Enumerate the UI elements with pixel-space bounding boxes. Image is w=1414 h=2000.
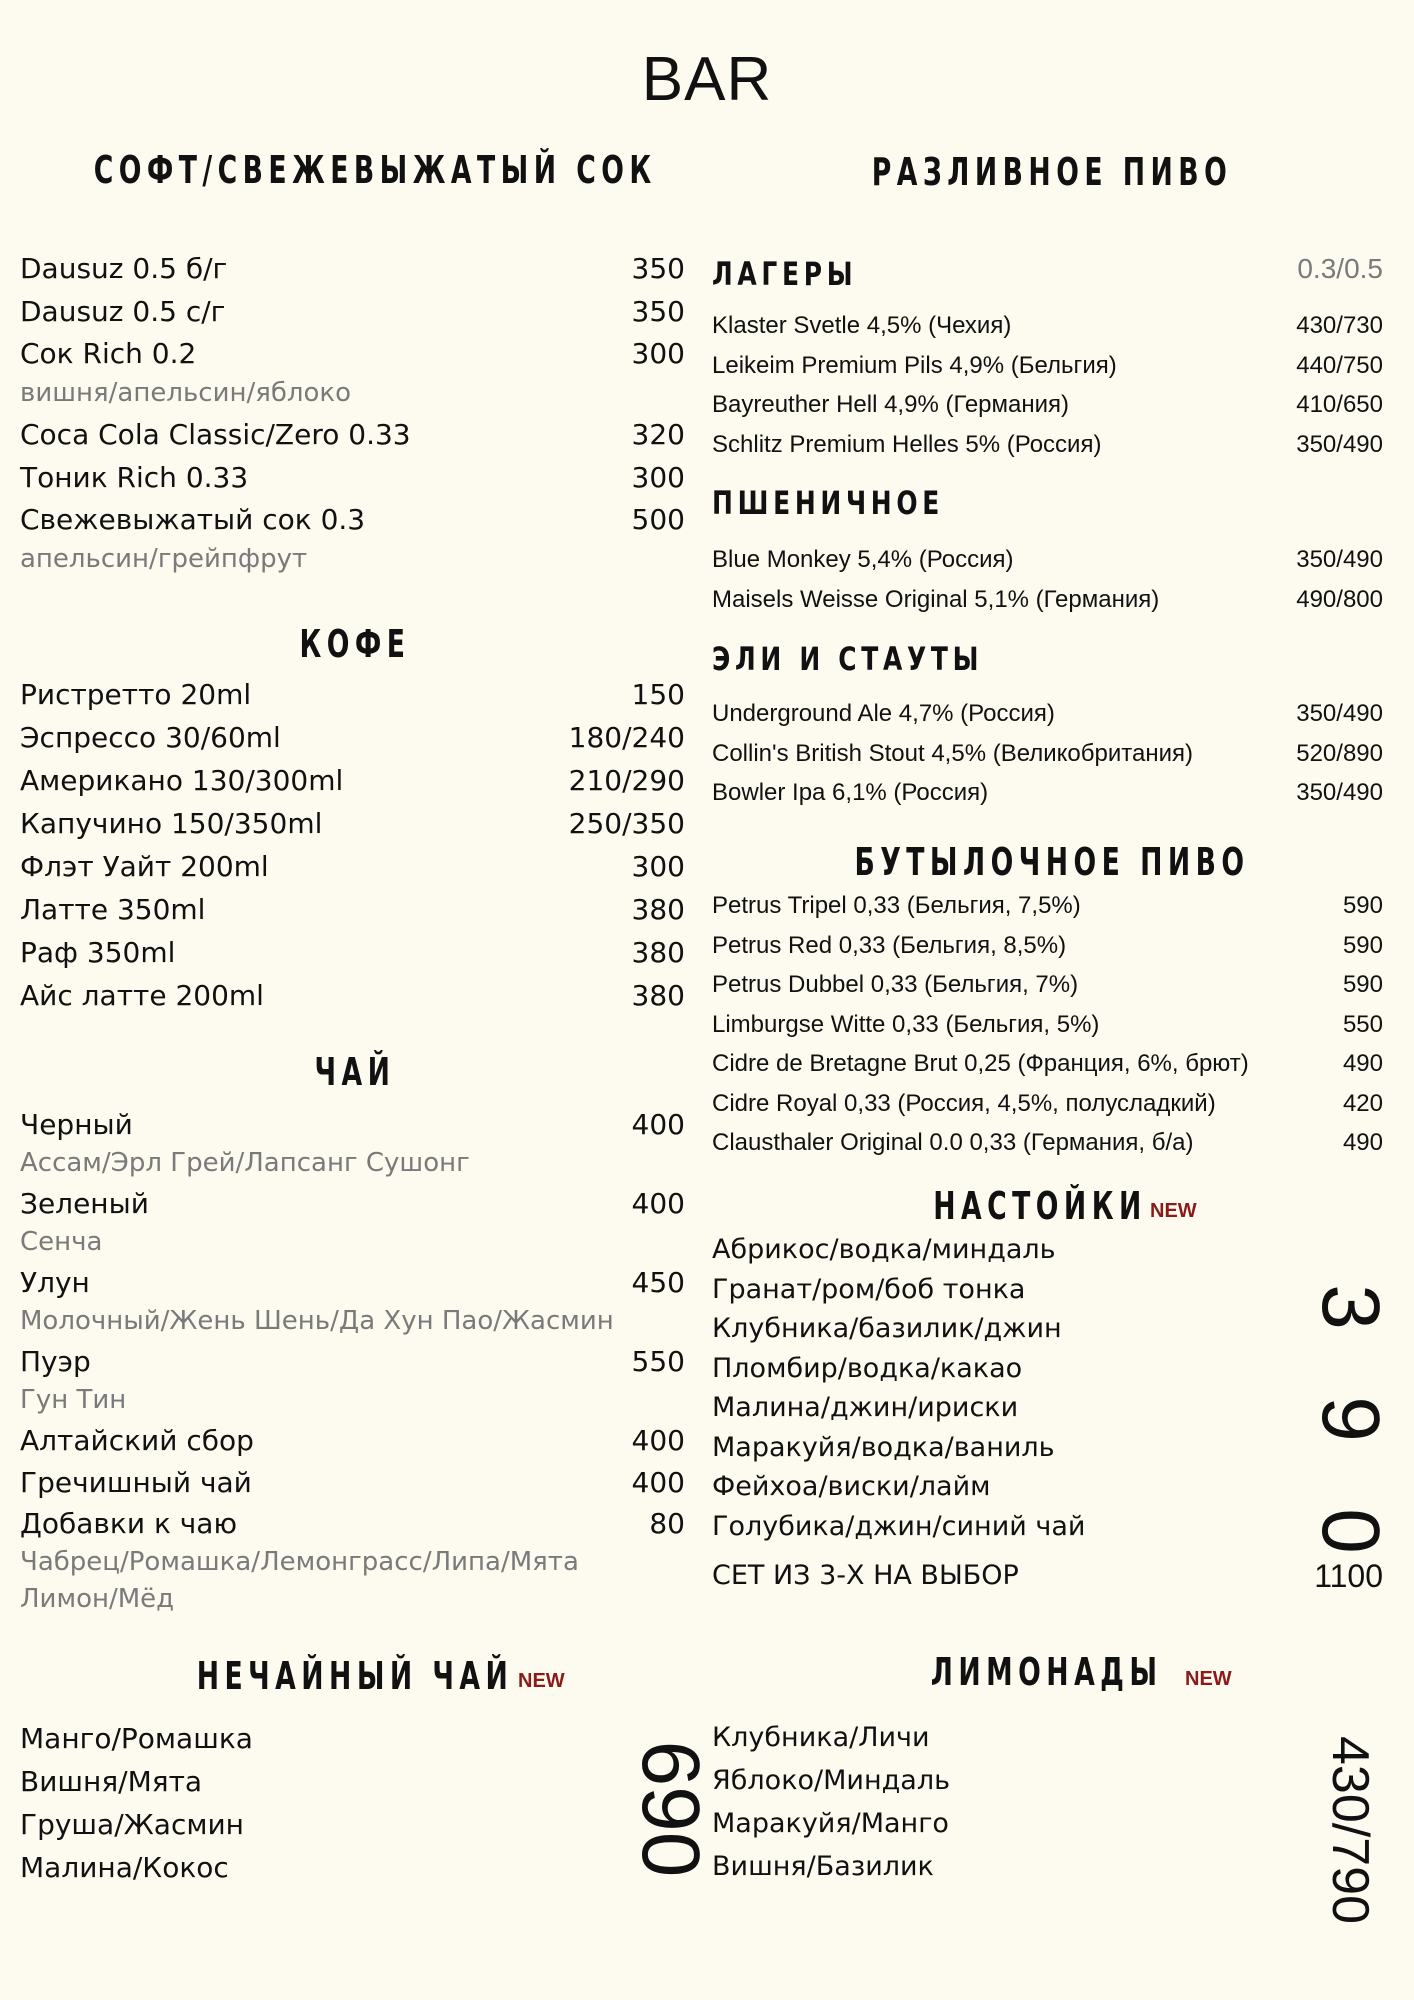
bottled-item-name: Clausthaler Original 0.0 0,33 (Германия, б/а) [712, 1129, 1194, 1156]
coffee-item [20, 979, 685, 1012]
coffee-item-name: Американо 130/300ml [20, 764, 344, 797]
ale-item-price: 350/490 [1296, 700, 1383, 727]
set-price: 1100 [1314, 1558, 1383, 1594]
tea-item-note: Чабрец/Ромашка/Лемонграсс/Липа/Мята [20, 1546, 579, 1577]
new-badge: NEW [1150, 1200, 1197, 1222]
nontea-item: Манго/Ромашка [20, 1722, 253, 1755]
soft-item [20, 503, 685, 536]
new-badge: NEW [518, 1670, 565, 1692]
section-heading-tea: ЧАЙ [314, 1050, 396, 1094]
tea-item-name: Зеленый [20, 1187, 149, 1220]
coffee-item-name: Эспрессо 30/60ml [20, 721, 281, 754]
page-title: BAR [641, 45, 773, 114]
subheading-ales: ЭЛИ И СТАУТЫ [712, 640, 984, 678]
coffee-item [20, 850, 685, 883]
section-heading-draft: РАЗЛИВНОЕ ПИВО [871, 150, 1233, 194]
ale-item [712, 740, 1383, 768]
bottled-item-name: Petrus Dubbel 0,33 (Бельгия, 7%) [712, 971, 1079, 998]
subheading-wheat: ПШЕНИЧНОЕ [712, 484, 945, 522]
lemonade-item: Яблоко/Миндаль [712, 1765, 950, 1796]
tincture-item: Фейхоа/виски/лайм [712, 1471, 991, 1502]
soft-item-name: Свежевыжатый сок 0.3 [20, 503, 366, 536]
bottled-item-price: 550 [1342, 1010, 1383, 1038]
lager-item [712, 352, 1383, 380]
lager-item-price: 410/650 [1296, 391, 1383, 418]
soft-item-note: апельсин/грейпфрут [20, 543, 308, 574]
soft-item-name: Тоник Rich 0.33 [20, 460, 249, 494]
soft-item [20, 461, 685, 494]
lager-item-price: 430/730 [1296, 312, 1383, 339]
lager-item-price: 440/750 [1296, 351, 1383, 379]
bottled-item [712, 1050, 1383, 1078]
lager-item [712, 431, 1383, 459]
lemonades-heading-text: ЛИМОНАДЫ [930, 1650, 1163, 1694]
section-heading-coffee: КОФЕ [299, 622, 411, 666]
subheading-lagers: ЛАГЕРЫ [712, 255, 858, 293]
tincture-item: Клубника/базилик/джин [712, 1313, 1062, 1344]
soft-item-price: 300 [631, 337, 685, 370]
wheat-item-price: 490/800 [1296, 585, 1383, 613]
tea-item [20, 1507, 685, 1540]
lager-item [712, 312, 1383, 340]
lemonade-item: Клубника/Личи [712, 1722, 930, 1753]
tincture-item: Голубика/джин/синий чай [712, 1510, 1086, 1542]
coffee-item-name: Ристретто 20ml [20, 678, 252, 711]
bottled-item-name: Limburgse Witte 0,33 (Бельгия, 5%) [712, 1010, 1100, 1038]
ale-item-name: Bowler Ipa 6,1% (Россия) [712, 779, 989, 806]
bottled-item [712, 932, 1383, 960]
section-heading-bottled: БУТЫЛОЧНОЕ ПИВО [854, 840, 1250, 884]
tea-item [20, 1187, 685, 1220]
tea-item [20, 1266, 685, 1299]
nontea-item: Вишня/Мята [20, 1765, 203, 1798]
nontea-item: Груша/Жасмин [20, 1808, 244, 1841]
bottled-item-name: Petrus Tripel 0,33 (Бельгия, 7,5%) [712, 892, 1081, 919]
ale-item [712, 700, 1383, 728]
bottled-item-price: 490 [1342, 1129, 1383, 1156]
soft-item [20, 337, 685, 370]
tea-item-price: 400 [631, 1108, 685, 1141]
bottled-item-price: 420 [1342, 1089, 1383, 1117]
nontea-item: Малина/Кокос [20, 1851, 229, 1884]
tinctures-heading-text: НАСТОЙКИ [933, 1184, 1147, 1228]
soft-item-price: 350 [631, 294, 685, 328]
soft-item [20, 252, 685, 285]
soft-item-price: 500 [631, 503, 685, 536]
draft-volumes: 0.3/0.5 [1297, 253, 1383, 284]
coffee-item-price: 300 [631, 850, 685, 883]
tinctures-price-digit: 0 [1305, 1508, 1396, 1554]
tea-item-price: 400 [631, 1187, 685, 1220]
nontea-heading-text: НЕЧАЙНЫЙ ЧАЙ [196, 1654, 514, 1698]
coffee-item-name: Раф 350ml [20, 936, 176, 969]
coffee-item [20, 807, 685, 840]
lager-item-name: Klaster Svetle 4,5% (Чехия) [712, 312, 1012, 339]
tea-item-note: Лимон/Мёд [20, 1584, 175, 1614]
soft-item [20, 418, 685, 451]
coffee-item [20, 721, 685, 754]
tincture-item: Гранат/ром/боб тонка [712, 1273, 1026, 1305]
ale-item [712, 779, 1383, 807]
tea-item-price: 550 [631, 1345, 685, 1378]
tinctures-price-digit: 3 [1305, 1284, 1396, 1330]
bottled-item-price: 590 [1342, 931, 1383, 959]
soft-item-name: Dausuz 0.5 б/г [20, 252, 228, 285]
soft-item-price: 350 [631, 252, 685, 285]
bottled-item [712, 971, 1383, 999]
section-heading-soft: СОФТ/СВЕЖЕВЫЖАТЫЙ СОК [93, 148, 657, 192]
coffee-item-price: 180/240 [568, 721, 685, 754]
coffee-item-name: Латте 350ml [20, 893, 206, 926]
soft-item-price: 300 [631, 460, 685, 494]
wheat-item-price: 350/490 [1296, 546, 1383, 573]
tea-item-price: 80 [649, 1507, 685, 1540]
lager-item-name: Schlitz Premium Helles 5% (Россия) [712, 430, 1102, 458]
coffee-item-price: 380 [631, 936, 685, 969]
bottled-item-name: Cidre Royal 0,33 (Россия, 4,5%, полусладкий) [712, 1089, 1216, 1117]
tea-item-name: Гречишный чай [20, 1465, 252, 1499]
section-heading-lemonades [930, 1650, 1163, 1694]
tea-item-note: Сенча [20, 1226, 103, 1257]
ale-item-price: 520/890 [1296, 739, 1383, 767]
coffee-item [20, 764, 685, 797]
tincture-item: Пломбир/водка/какао [712, 1352, 1023, 1384]
bottled-item [712, 892, 1383, 920]
coffee-item-name: Капучино 150/350ml [20, 807, 323, 840]
tea-item [20, 1466, 685, 1499]
lager-item-name: Leikeim Premium Pils 4,9% (Бельгия) [712, 351, 1117, 379]
wheat-item [712, 546, 1383, 574]
wheat-item [712, 586, 1383, 614]
lager-item-name: Bayreuther Hell 4,9% (Германия) [712, 391, 1070, 418]
coffee-item [20, 893, 685, 926]
coffee-item-price: 250/350 [568, 807, 685, 840]
coffee-item-price: 380 [631, 893, 685, 926]
set-label: СЕТ ИЗ 3-Х НА ВЫБОР [712, 1560, 1019, 1591]
tea-item-name: Черный [20, 1108, 133, 1141]
bottled-item [712, 1129, 1383, 1157]
tea-item-note: Гун Тин [20, 1384, 127, 1415]
nontea-price: 690 [625, 1740, 716, 1878]
tea-item-name: Пуэр [20, 1345, 91, 1378]
tea-item-price: 450 [631, 1266, 685, 1299]
tea-item-note: Ассам/Эрл Грей/Лапсанг Сушонг [20, 1147, 470, 1178]
bottled-item-price: 490 [1342, 1050, 1383, 1077]
soft-item-note: вишня/апельсин/яблоко [20, 377, 352, 408]
coffee-item-name: Флэт Уайт 200ml [20, 850, 269, 883]
coffee-item [20, 678, 685, 711]
tinctures-price-digit: 9 [1305, 1396, 1396, 1442]
tea-item [20, 1345, 685, 1378]
tea-item-name: Улун [20, 1266, 90, 1299]
coffee-item-price: 210/290 [568, 764, 685, 797]
bottled-item [712, 1090, 1383, 1118]
soft-item-name: Сок Rich 0.2 [20, 337, 197, 370]
ale-item-name: Collin's British Stout 4,5% (Великобритания) [712, 739, 1193, 767]
lemonade-item: Маракуйя/Манго [712, 1808, 949, 1839]
tea-item-name: Алтайский сбор [20, 1424, 254, 1457]
lemonade-item: Вишня/Базилик [712, 1851, 934, 1882]
tea-item [20, 1424, 685, 1457]
bottled-item-price: 590 [1342, 892, 1383, 919]
coffee-item [20, 936, 685, 969]
tea-item-price: 400 [631, 1424, 685, 1457]
soft-item-price: 320 [631, 418, 685, 451]
tincture-item: Абрикос/водка/миндаль [712, 1234, 1056, 1265]
bottled-item [712, 1011, 1383, 1039]
tea-item [20, 1108, 685, 1141]
soft-item-name: Dausuz 0.5 с/г [20, 294, 226, 328]
ale-item-price: 350/490 [1296, 779, 1383, 806]
new-badge: NEW [1185, 1668, 1232, 1690]
lager-item-price: 350/490 [1296, 430, 1383, 458]
coffee-item-price: 150 [631, 678, 685, 711]
tea-item-note: Молочный/Жень Шень/Да Хун Пао/Жасмин [20, 1305, 614, 1336]
section-heading-nontea [187, 1654, 522, 1698]
bottled-item-name: Cidre de Bretagne Brut 0,25 (Франция, 6%, брют) [712, 1050, 1249, 1077]
bottled-item-name: Petrus Red 0,33 (Бельгия, 8,5%) [712, 931, 1067, 959]
wheat-item-name: Maisels Weisse Original 5,1% (Германия) [712, 585, 1160, 613]
soft-item [20, 295, 685, 328]
tea-item-name: Добавки к чаю [20, 1507, 238, 1540]
ale-item-name: Underground Ale 4,7% (Россия) [712, 700, 1055, 727]
wheat-item-name: Blue Monkey 5,4% (Россия) [712, 546, 1014, 573]
soft-item-name: Coca Cola Classic/Zero 0.33 [20, 418, 411, 451]
section-heading-tinctures [931, 1184, 1149, 1228]
tincture-item: Малина/джин/ириски [712, 1392, 1019, 1423]
lemonades-price: 430/790 [1321, 1736, 1379, 1924]
tea-item-price: 400 [631, 1465, 685, 1499]
coffee-item-price: 380 [631, 979, 685, 1012]
lager-item [712, 391, 1383, 419]
bottled-item-price: 590 [1342, 971, 1383, 998]
coffee-item-name: Айс латте 200ml [20, 979, 264, 1012]
tincture-item: Маракуйя/водка/ваниль [712, 1431, 1055, 1463]
